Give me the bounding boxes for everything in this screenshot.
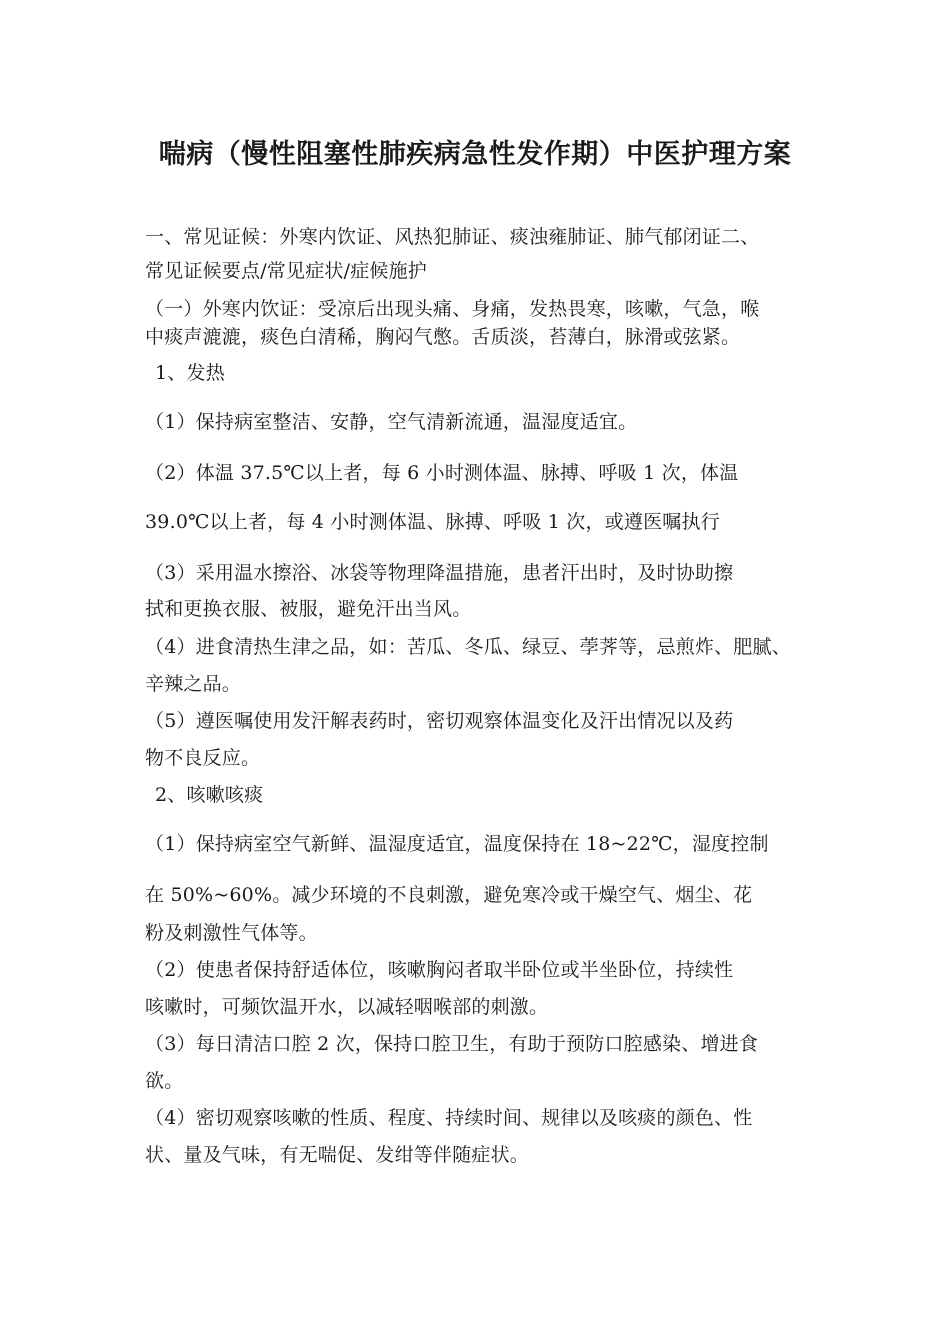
document-title: 喘病（慢性阻塞性肺疾病急性发作期）中医护理方案 <box>158 139 792 170</box>
paragraph-line: 39.0℃以上者，每 4 小时测体温、脉搏、呼吸 1 次，或遵医嘱执行 <box>145 511 720 533</box>
paragraph-line: （2）体温 37.5℃以上者，每 6 小时测体温、脉搏、呼吸 1 次，体温 <box>145 462 739 484</box>
paragraph-line: 在 50%~60%。减少环境的不良刺激，避免寒冷或干燥空气、烟尘、花 <box>145 884 753 906</box>
paragraph-line: （3）采用温水擦浴、冰袋等物理降温措施，患者汗出时，及时协助擦 <box>145 562 734 584</box>
paragraph-line: 常见证候要点/常见症状/症候施护 <box>145 260 428 282</box>
paragraph-line: （4）进食清热生津之品，如：苦瓜、冬瓜、绿豆、荸荠等，忌煎炸、肥腻、 <box>145 636 791 658</box>
paragraph-line: 状、量及气味，有无喘促、发绀等伴随症状。 <box>145 1144 530 1166</box>
paragraph-line: 物不良反应。 <box>145 747 261 769</box>
paragraph-line: 中痰声漉漉，痰色白清稀，胸闷气憋。舌质淡，苔薄白，脉滑或弦紧。 <box>145 326 741 348</box>
paragraph-line: 粉及刺激性气体等。 <box>145 922 318 944</box>
paragraph-line: （2）使患者保持舒适体位，咳嗽胸闷者取半卧位或半坐卧位，持续性 <box>145 959 734 981</box>
paragraph-line: （4）密切观察咳嗽的性质、程度、持续时间、规律以及咳痰的颜色、性 <box>145 1107 753 1129</box>
section-heading: 1、发热 <box>155 362 225 384</box>
paragraph-line: （1）保持病室空气新鲜、温湿度适宜，温度保持在 18~22℃，湿度控制 <box>145 833 769 855</box>
paragraph-line: （1）保持病室整洁、安静，空气清新流通，温湿度适宜。 <box>145 411 638 433</box>
paragraph-line: 拭和更换衣服、被服，避免汗出当风。 <box>145 598 472 620</box>
section-heading: 2、咳嗽咳痰 <box>155 784 264 806</box>
paragraph-line: 咳嗽时，可频饮温开水，以减轻咽喉部的刺激。 <box>145 996 549 1018</box>
paragraph-line: （一）外寒内饮证：受凉后出现头痛、身痛，发热畏寒，咳嗽，气急，喉 <box>145 298 760 320</box>
paragraph-line: 辛辣之品。 <box>145 673 242 695</box>
paragraph-line: （3）每日清洁口腔 2 次，保持口腔卫生，有助于预防口腔感染、增进食 <box>145 1033 759 1055</box>
paragraph-line: 一、常见证候：外寒内饮证、风热犯肺证、痰浊雍肺证、肺气郁闭证二、 <box>145 226 760 248</box>
paragraph-line: （5）遵医嘱使用发汗解表药时，密切观察体温变化及汗出情况以及药 <box>145 710 734 732</box>
paragraph-line: 欲。 <box>145 1070 184 1092</box>
